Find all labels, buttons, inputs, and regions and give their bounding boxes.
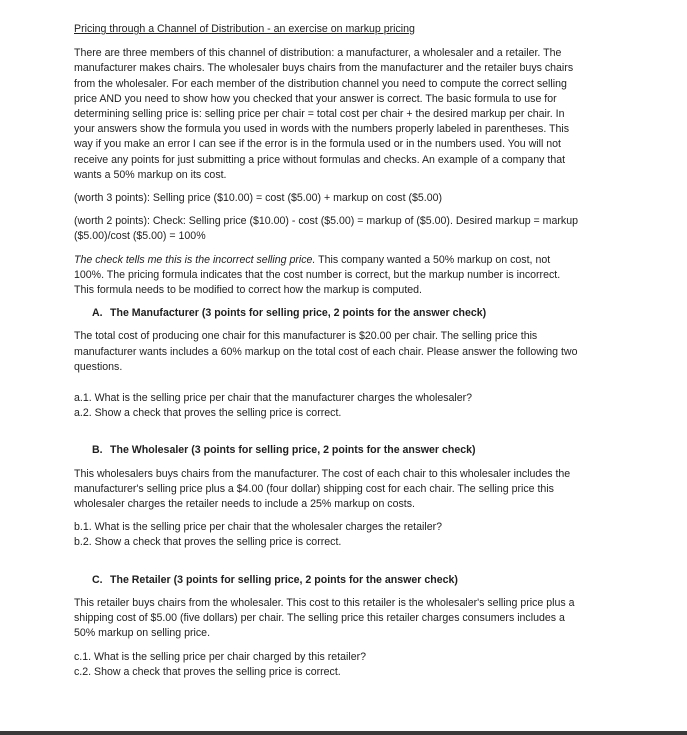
document-title: Pricing through a Channel of Distribution - an exercise on markup pricing <box>74 23 415 35</box>
question-a1: a.1. What is the selling price per chair that the manufacturer charges the wholesaler? <box>74 392 473 405</box>
example-price-line: (worth 3 points): Selling price ($10.00) = cost ($5.00) + markup on cost ($5.00) <box>74 192 443 205</box>
section-letter: C. <box>92 573 103 586</box>
section-letter: A. <box>92 307 103 320</box>
document-body <box>74 22 582 680</box>
question-c1: c.1. What is the selling price per chair charged by this retailer? <box>74 650 367 663</box>
section-letter: B. <box>92 444 103 457</box>
question-b2: b.2. Show a check that proves the selling price is correct. <box>74 536 342 549</box>
question-a2: a.2. Show a check that proves the selling price is correct. <box>74 407 342 420</box>
section-body-manufacturer: The total cost of producing one chair for this manufacturer is $20.00 per chair. The selling price this manufacturer wants includes a 60% markup on the total cost of each chair. Please answer the following two questions. <box>74 330 578 373</box>
section-body-wholesaler: This wholesalers buys chairs from the manufacturer. The cost of each chair to this wholesaler includes the manufacturer's selling price plus a $4.00 (four dollar) shipping cost for each chair. The selling price this wholesaler charges the retailer needs to include a 25% markup on costs. <box>74 467 571 511</box>
section-heading-text: The Wholesaler (3 points for selling price, 2 points for the answer check) <box>110 444 476 457</box>
question-b1: b.1. What is the selling price per chair that the wholesaler charges the retailer? <box>74 521 443 534</box>
page-bottom-border <box>0 731 687 735</box>
section-heading-wholesaler <box>92 443 582 458</box>
section-heading-text: The Manufacturer (3 points for selling price, 2 points for the answer check) <box>110 307 487 320</box>
question-c2: c.2. Show a check that proves the selling price is correct. <box>74 665 341 678</box>
section-heading-text: The Retailer (3 points for selling price, 2 points for the answer check) <box>110 573 458 586</box>
section-body-retailer: This retailer buys chairs from the wholesaler. This cost to this retailer is the wholesaler's selling price plus a shipping cost of $5.00 (five dollars) per chair. The selling price this retailer charges consumers includes a 50% markup on selling price. <box>74 596 575 640</box>
check-note-italic: The check tells me this is the incorrect selling price. <box>74 253 316 266</box>
section-heading-retailer <box>92 573 582 588</box>
section-heading-manufacturer <box>92 306 582 321</box>
intro-paragraph: There are three members of this channel of distribution: a manufacturer, a wholesaler and a retailer. The manufacturer makes chairs. The wholesaler buys chairs from the manufacturer and the retailer buys chairs from the wholesaler. For each member of the distribution channel you need to compute the correct selling price AND you need to show how you checked that your answer is correct. The basic formula to use for determining selling price is: selling price per chair = total cost per chair + the desired markup per chair. In your answers show the formula you used in words with the numbers properly labeled in parentheses. This way if you make an error I can see if the error is in the formula used or in the numbers used. You will not receive any points for just submitting a price without formulas and checks. An example of a company that wants a 50% markup on its cost. <box>74 47 574 181</box>
check-note-rest: This company wanted a 50% markup on cost, not 100%. The pricing formula indicates that the cost number is correct, but the markup number is incorrect. This formula needs to be modified to correct how the markup is computed. <box>74 253 561 297</box>
check-note-paragraph <box>74 253 582 299</box>
example-check-line: (worth 2 points): Check: Selling price ($10.00) - cost ($5.00) = markup of ($5.00). Desired markup = markup ($5.00)/cost ($5.00) = 100% <box>74 215 579 243</box>
